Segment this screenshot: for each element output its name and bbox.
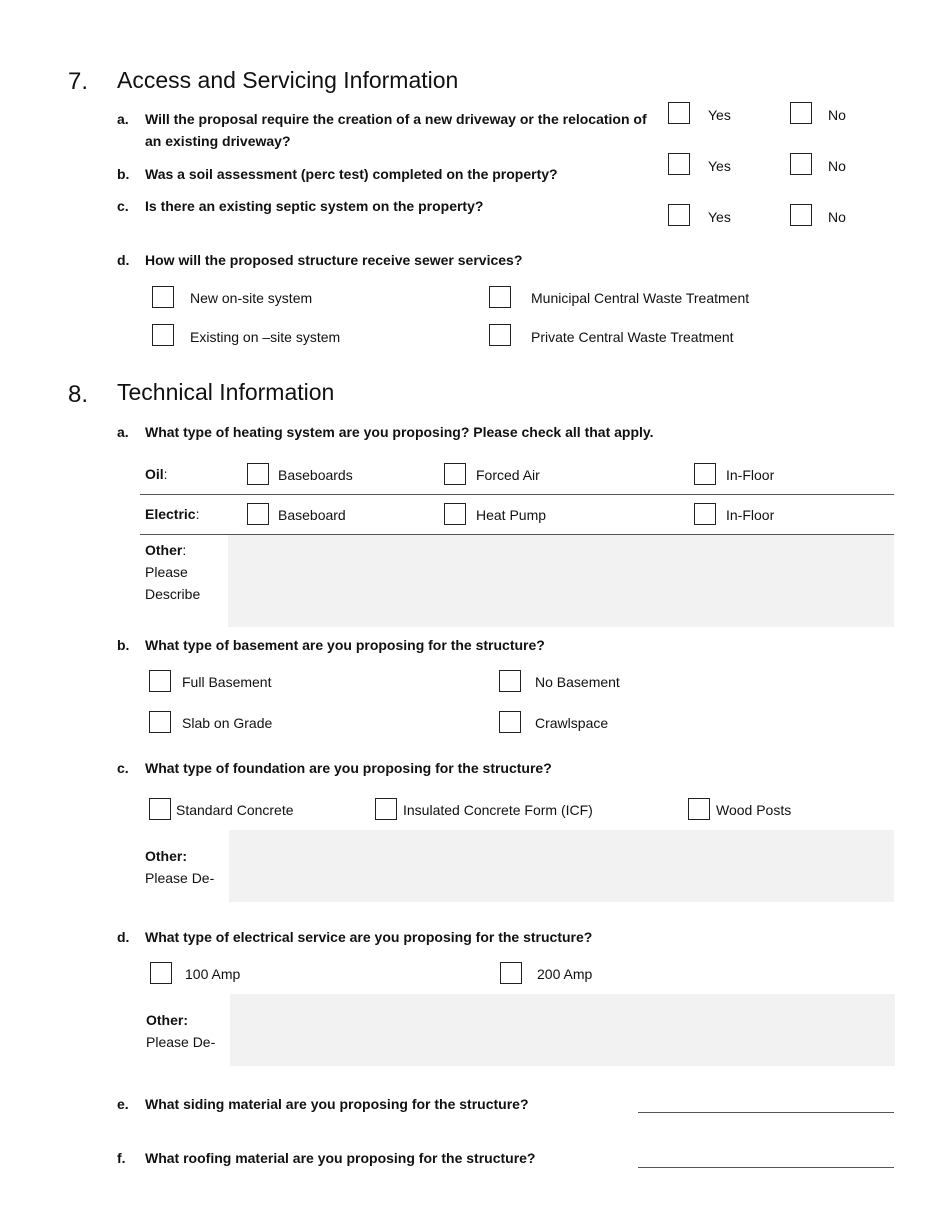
electrical-other-label: Other: (146, 1012, 188, 1028)
oil-in-floor-checkbox[interactable] (694, 463, 716, 485)
question-8e-letter: e. (117, 1096, 129, 1112)
question-7d-text: How will the proposed structure receive sewer services? (145, 252, 523, 268)
sewer-existing-onsite-label: Existing on –site system (190, 329, 341, 345)
q7c-yes-label: Yes (708, 209, 731, 225)
basement-slab-label: Slab on Grade (182, 715, 273, 731)
question-7a-text: Will the proposal require the creation of a new driveway or the relocation of an existing driveway? (145, 111, 647, 149)
q7b-no-checkbox[interactable] (790, 153, 812, 175)
q7a-no-checkbox[interactable] (790, 102, 812, 124)
q7c-no-label: No (828, 209, 846, 225)
foundation-wood-posts-label: Wood Posts (716, 802, 792, 818)
question-7c-text: Is there an existing septic system on the property? (145, 198, 484, 214)
sewer-new-onsite-label: New on-site system (190, 290, 313, 306)
question-8f-letter: f. (117, 1150, 126, 1166)
q7c-no-checkbox[interactable] (790, 204, 812, 226)
siding-answer-line[interactable] (638, 1112, 894, 1113)
oil-forced-air-label: Forced Air (476, 467, 540, 483)
foundation-icf-checkbox[interactable] (375, 798, 397, 820)
heating-other-label: Other: (145, 542, 187, 558)
question-8d-text: What type of electrical service are you proposing for the structure? (145, 929, 593, 945)
q7c-yes-checkbox[interactable] (668, 204, 690, 226)
sewer-municipal-label: Municipal Central Waste Treatment (531, 290, 750, 306)
q7a-yes-checkbox[interactable] (668, 102, 690, 124)
foundation-wood-posts-checkbox[interactable] (688, 798, 710, 820)
heating-other-desc-1: Please (145, 564, 188, 580)
roofing-answer-line[interactable] (638, 1167, 894, 1168)
basement-none-checkbox[interactable] (499, 670, 521, 692)
foundation-other-label: Other: (145, 848, 187, 864)
basement-slab-checkbox[interactable] (149, 711, 171, 733)
basement-crawlspace-label: Crawlspace (535, 715, 609, 731)
question-7a-letter: a. (117, 111, 129, 127)
question-7c-letter: c. (117, 198, 129, 214)
oil-in-floor-label: In-Floor (726, 467, 775, 483)
foundation-standard-concrete-label: Standard Concrete (176, 802, 294, 818)
question-8b-letter: b. (117, 637, 130, 653)
q7b-yes-checkbox[interactable] (668, 153, 690, 175)
question-8b-text: What type of basement are you proposing for the structure? (145, 637, 545, 653)
heating-other-input[interactable] (228, 535, 894, 627)
section-8-number: 8. (68, 381, 89, 408)
question-8c-letter: c. (117, 760, 129, 776)
electrical-100-amp-checkbox[interactable] (150, 962, 172, 984)
electric-in-floor-checkbox[interactable] (694, 503, 716, 525)
sewer-new-onsite-checkbox[interactable] (152, 286, 174, 308)
sewer-existing-onsite-checkbox[interactable] (152, 324, 174, 346)
sewer-private-label: Private Central Waste Treatment (531, 329, 734, 345)
basement-full-label: Full Basement (182, 674, 272, 690)
question-8a-letter: a. (117, 424, 129, 440)
electric-baseboard-checkbox[interactable] (247, 503, 269, 525)
question-7b-letter: b. (117, 166, 130, 182)
question-8a-text: What type of heating system are you proposing? Please check all that apply. (145, 424, 654, 440)
foundation-standard-concrete-checkbox[interactable] (149, 798, 171, 820)
electrical-200-amp-label: 200 Amp (537, 966, 593, 982)
question-8e-text: What siding material are you proposing for the structure? (145, 1096, 529, 1112)
electric-in-floor-label: In-Floor (726, 507, 775, 523)
basement-full-checkbox[interactable] (149, 670, 171, 692)
electrical-other-input[interactable] (230, 994, 895, 1066)
foundation-other-desc: Please De- (145, 870, 215, 886)
foundation-other-input[interactable] (229, 830, 894, 902)
sewer-private-checkbox[interactable] (489, 324, 511, 346)
oil-forced-air-checkbox[interactable] (444, 463, 466, 485)
oil-baseboards-label: Baseboards (278, 467, 353, 483)
electrical-other-desc: Please De- (146, 1034, 216, 1050)
q7a-no-label: No (828, 107, 846, 123)
question-7b-text: Was a soil assessment (perc test) completed on the property? (145, 166, 558, 182)
section-7-number: 7. (68, 68, 89, 95)
basement-none-label: No Basement (535, 674, 620, 690)
question-8d-letter: d. (117, 929, 130, 945)
heating-row-divider (140, 494, 894, 495)
q7a-yes-label: Yes (708, 107, 731, 123)
basement-crawlspace-checkbox[interactable] (499, 711, 521, 733)
electrical-200-amp-checkbox[interactable] (500, 962, 522, 984)
heating-electric-row-label: Electric: (145, 506, 200, 522)
sewer-municipal-checkbox[interactable] (489, 286, 511, 308)
electric-heat-pump-checkbox[interactable] (444, 503, 466, 525)
heating-other-desc-2: Describe (145, 586, 201, 602)
section-7-title: Access and Servicing Information (117, 67, 459, 93)
foundation-icf-label: Insulated Concrete Form (ICF) (403, 802, 593, 818)
section-8-title: Technical Information (117, 379, 335, 405)
electric-baseboard-label: Baseboard (278, 507, 346, 523)
question-8f-text: What roofing material are you proposing for the structure? (145, 1150, 536, 1166)
question-7d-letter: d. (117, 252, 130, 268)
question-8c-text: What type of foundation are you proposing for the structure? (145, 760, 552, 776)
oil-baseboards-checkbox[interactable] (247, 463, 269, 485)
electric-heat-pump-label: Heat Pump (476, 507, 547, 523)
heating-oil-row-label: Oil: (145, 466, 168, 482)
q7b-yes-label: Yes (708, 158, 731, 174)
q7b-no-label: No (828, 158, 846, 174)
electrical-100-amp-label: 100 Amp (185, 966, 241, 982)
